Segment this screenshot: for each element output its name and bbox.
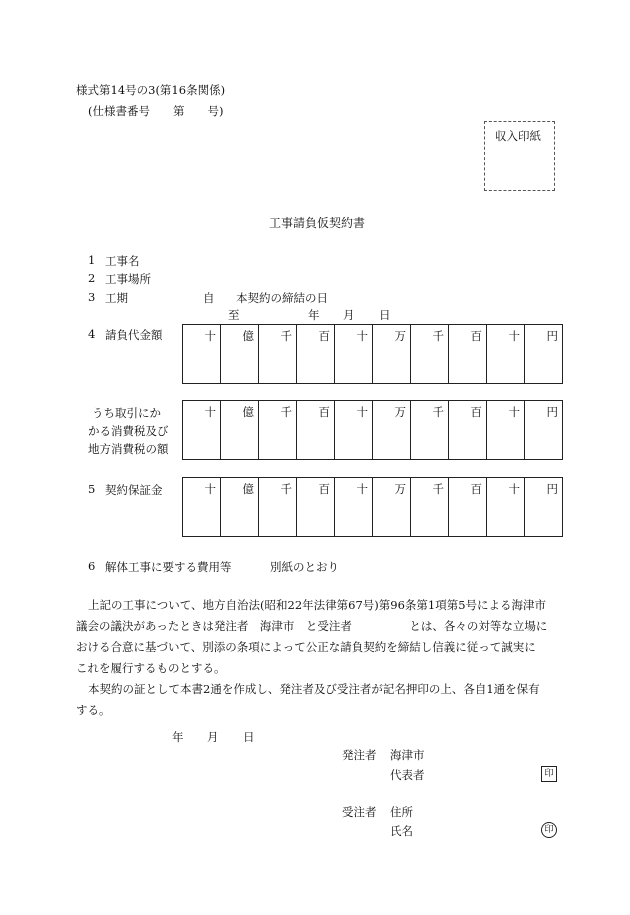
period-to-label: 至 <box>228 308 240 322</box>
item6-value: 別紙のとおり <box>270 560 339 574</box>
digit-cell: 百 <box>297 478 335 537</box>
item3-label: 工期 <box>105 291 128 305</box>
digit-cell: 千 <box>411 478 449 537</box>
body-paragraph-1 <box>76 595 562 679</box>
item2-number: 2 <box>88 271 96 285</box>
digit-cell: 億 <box>221 478 259 537</box>
digit-cell: 千 <box>259 478 297 537</box>
orderer-role: 発注者 <box>342 748 377 762</box>
digit-cell: 百 <box>449 478 487 537</box>
guarantee-amount-table <box>182 477 563 537</box>
digit-cell: 百 <box>297 401 335 460</box>
digit-cell: 百 <box>297 325 335 384</box>
contractor-seal-icon: 印 <box>541 822 557 838</box>
digit-cell: 十 <box>335 478 373 537</box>
spec-number: (仕様書番号 第 号) <box>88 104 224 118</box>
item5-number: 5 <box>88 482 96 496</box>
period-from-text: 本契約の締結の日 <box>236 291 328 305</box>
body-line: 本契約の証として本書2通を作成し、発注者及び受注者が記名押印の上、各自1通を保有 <box>88 682 540 696</box>
digit-cell: 十 <box>487 401 525 460</box>
digit-cell: 円 <box>525 325 563 384</box>
digit-cell: 万 <box>373 478 411 537</box>
body-line: 上記の工事について、地方自治法(昭和22年法律第67号)第96条第1項第5号による海津市 <box>88 598 547 612</box>
digit-cell: 十 <box>183 401 221 460</box>
contract-amount-table <box>182 324 563 384</box>
digit-cell: 円 <box>525 478 563 537</box>
period-to-year: 年 <box>308 308 320 322</box>
body-line: これを履行するものとする。 <box>76 661 226 675</box>
digit-cell: 十 <box>487 478 525 537</box>
item5-label: 契約保証金 <box>105 483 163 497</box>
period-to-month: 月 <box>343 308 355 322</box>
orderer-name: 海津市 <box>390 748 425 762</box>
digit-cell: 千 <box>259 325 297 384</box>
item1-label: 工事名 <box>105 254 140 268</box>
digit-cell: 百 <box>449 325 487 384</box>
digit-cell: 十 <box>335 325 373 384</box>
item2-label: 工事場所 <box>105 272 151 286</box>
item6-number: 6 <box>88 559 96 573</box>
date-month: 月 <box>207 730 219 744</box>
body-paragraph-2 <box>76 679 562 721</box>
body-line: おける合意に基づいて、別添の条項によって公正な請負契約を締結し信義に従って誠実に <box>76 640 536 654</box>
period-to-day: 日 <box>379 308 391 322</box>
body-line: 議会の議決があったときは発注者 海津市 と受注者 とは、各々の対等な立場に <box>76 619 548 633</box>
orderer-rep-label: 代表者 <box>390 768 425 782</box>
tax-amount-table <box>182 400 563 460</box>
body-line: する。 <box>76 703 111 717</box>
period-from-label: 自 <box>203 291 215 305</box>
digit-cell: 十 <box>487 325 525 384</box>
digit-cell: 千 <box>411 401 449 460</box>
digit-cell: 十 <box>183 478 221 537</box>
revenue-stamp-box <box>484 121 555 191</box>
item3-number: 3 <box>88 290 96 304</box>
digit-cell: 百 <box>449 401 487 460</box>
contractor-role: 受注者 <box>342 805 377 819</box>
digit-cell: 万 <box>373 401 411 460</box>
digit-cell: 億 <box>221 325 259 384</box>
orderer-seal-icon: 印 <box>541 766 557 782</box>
form-number: 様式第14号の3(第16条関係) <box>76 83 226 97</box>
item6-label: 解体工事に要する費用等 <box>105 560 232 574</box>
digit-cell: 千 <box>411 325 449 384</box>
item4-number: 4 <box>88 327 96 341</box>
date-year: 年 <box>172 730 184 744</box>
digit-cell: 千 <box>259 401 297 460</box>
tax-label-line3: 地方消費税の額 <box>88 442 169 456</box>
digit-cell: 十 <box>183 325 221 384</box>
tax-label-line2: かる消費税及び <box>88 424 169 438</box>
digit-cell: 十 <box>335 401 373 460</box>
date-day: 日 <box>243 730 255 744</box>
document-title: 工事請負仮契約書 <box>269 216 366 230</box>
contractor-address-label: 住所 <box>390 805 413 819</box>
item1-number: 1 <box>88 253 96 267</box>
digit-cell: 万 <box>373 325 411 384</box>
contractor-name-label: 氏名 <box>390 824 413 838</box>
digit-cell: 円 <box>525 401 563 460</box>
revenue-stamp-label: 収入印紙 <box>495 129 541 143</box>
digit-cell: 億 <box>221 401 259 460</box>
tax-label-line1: うち取引にか <box>92 406 161 420</box>
item4-label: 請負代金額 <box>105 328 163 342</box>
